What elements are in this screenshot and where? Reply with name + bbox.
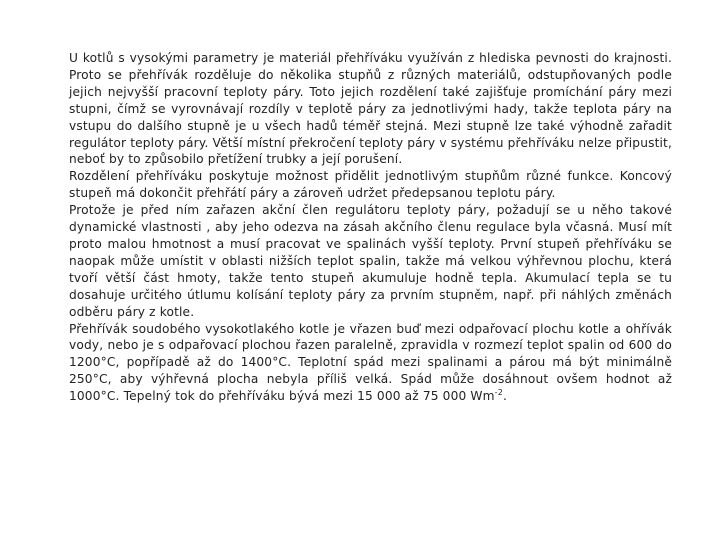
- unit-exponent: -2: [494, 388, 503, 398]
- paragraph-superheater-division: Rozdělení přehříváku poskytuje možnost přidělit jednotlivým stupňům různé funkce. Koncový stupeň má dokončit přehřátí páry a zároveň udržet předepsanou teplotu páry.: [69, 169, 672, 201]
- heat-flux-text: Přehřívák soudobého vysokotlakého kotle je vřazen buď mezi odpařovací plochu kotle a ohřívák vody, nebo je s odpařovací plochou řazen paralelně, zpravidla v rozmezí teplot spalin od 600 do 1200°C, popřípadě až do 1400°C. Teplotní spád mezi spalinami a párou má být minimálně 250°C, aby výhřevná plocha nebyla příliš velká. Spád může dosáhnout ovšem hodnot až 1000°C. Tepelný tok do přehříváku bývá mezi 15 000 až 75 000 Wm: [69, 321, 672, 404]
- paragraph-superheater-materials: U kotlů s vysokými parametry je materiál přehříváku využíván z hlediska pevnosti do krajnosti. Proto se přehřívák rozděluje do několika stupňů z různých materiálů, odstupňovaných podle jejich nejvyšší pracovní teploty páry. Toto jejich rozdělení také zajišťuje promíchání páry mezi stupni, čímž se vyrovnávají rozdíly v teplotě páry za jednotlivými hady, takže teplota páry na vstupu do dalšího stupně je u všech hadů téměř stejná. Mezi stupně lze také výhodně zařadit regulátor teploty páry. Větší místní překročení teploty páry v systému přehříváku nelze připustit, neboť by to způsobilo přetížení trubky a její porušení.: [69, 51, 672, 167]
- paragraph-placement-heat-flux: [69, 321, 672, 406]
- paragraph-dynamic-properties: Protože je před ním zařazen akční člen regulátoru teploty páry, požadují se u něho takové dynamické vlastnosti , aby jeho odezva na zásah akčního členu regulace byla včasná. Musí mít proto malou hmotnost a musí pracovat ve spalinách vyšší teploty. První stupeň přehříváku se naopak může umístit v oblasti nižších teplot spalin, takže má velkou výhřevnou plochu, která tvoří větší část hmoty, takže tento stupeň akumuluje hodně tepla. Akumulací tepla se tu dosahuje určitého útlumu kolísání teploty páry za prvním stupněm, např. při náhlých změnách odběru páry z kotle.: [69, 203, 672, 319]
- body-text: [69, 50, 672, 405]
- final-period: .: [502, 389, 507, 404]
